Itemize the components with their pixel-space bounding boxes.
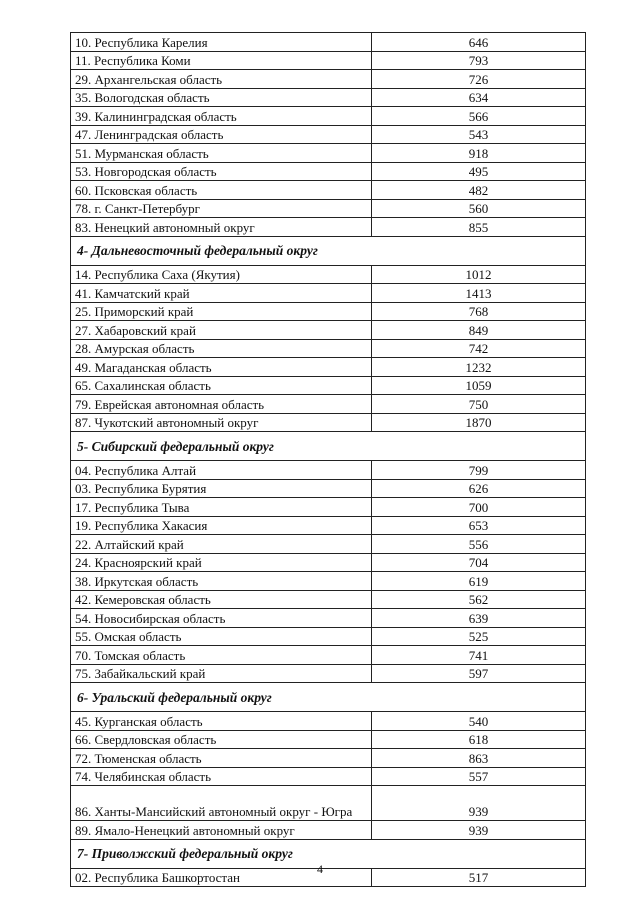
table-row xyxy=(71,590,586,609)
region-value: 562 xyxy=(372,590,586,609)
table-row xyxy=(71,516,586,535)
region-value: 726 xyxy=(372,70,586,89)
table-row xyxy=(71,181,586,200)
table-row xyxy=(71,395,586,414)
region-value: 566 xyxy=(372,107,586,126)
region-name: 66. Свердловская область xyxy=(71,730,372,749)
region-name: 39. Калининградская область xyxy=(71,107,372,126)
region-name: 60. Псковская область xyxy=(71,181,372,200)
region-value: 1413 xyxy=(372,284,586,303)
table-row xyxy=(71,51,586,70)
region-value: 768 xyxy=(372,302,586,321)
table-row xyxy=(71,730,586,749)
region-name: 87. Чукотский автономный округ xyxy=(71,413,372,432)
table-row xyxy=(71,199,586,218)
region-name: 49. Магаданская область xyxy=(71,358,372,377)
region-value: 700 xyxy=(372,498,586,517)
table-row xyxy=(71,302,586,321)
region-value: 525 xyxy=(372,627,586,646)
page-number: 4 xyxy=(317,862,323,876)
table-row xyxy=(71,88,586,107)
region-name: 14. Республика Саха (Якутия) xyxy=(71,265,372,284)
table-row xyxy=(71,413,586,432)
region-value: 1232 xyxy=(372,358,586,377)
table-row xyxy=(71,664,586,683)
region-name: 28. Амурская область xyxy=(71,339,372,358)
region-value: 543 xyxy=(372,125,586,144)
region-name: 79. Еврейская автономная область xyxy=(71,395,372,414)
region-value: 619 xyxy=(372,572,586,591)
region-value: 482 xyxy=(372,181,586,200)
table-row xyxy=(71,749,586,768)
table-row xyxy=(71,70,586,89)
region-value: 704 xyxy=(372,553,586,572)
table-row xyxy=(71,162,586,181)
regions-table-body xyxy=(71,33,586,887)
table-row xyxy=(71,376,586,395)
region-name: 38. Иркутская область xyxy=(71,572,372,591)
region-name: 03. Республика Бурятия xyxy=(71,479,372,498)
table-row xyxy=(71,646,586,665)
region-value: 626 xyxy=(372,479,586,498)
region-name: 45. Курганская область xyxy=(71,712,372,731)
table-row xyxy=(71,535,586,554)
table-row xyxy=(71,627,586,646)
region-value: 597 xyxy=(372,664,586,683)
region-name: 11. Республика Коми xyxy=(71,51,372,70)
region-name: 10. Республика Карелия xyxy=(71,33,372,52)
table-row xyxy=(71,498,586,517)
table-row xyxy=(71,144,586,163)
table-row xyxy=(71,712,586,731)
region-value: 1870 xyxy=(372,413,586,432)
table-row xyxy=(71,339,586,358)
region-name: 72. Тюменская область xyxy=(71,749,372,768)
section-title: 4- Дальневосточный федеральный округ xyxy=(71,236,586,265)
region-name: 86. Ханты-Мансийский автономный округ - Югра xyxy=(71,786,372,821)
region-name: 35. Вологодская область xyxy=(71,88,372,107)
region-value: 540 xyxy=(372,712,586,731)
region-name: 89. Ямало-Ненецкий автономный округ xyxy=(71,821,372,840)
region-value: 849 xyxy=(372,321,586,340)
region-value: 1012 xyxy=(372,265,586,284)
table-row xyxy=(71,107,586,126)
region-name: 65. Сахалинская область xyxy=(71,376,372,395)
region-name: 74. Челябинская область xyxy=(71,767,372,786)
region-name: 83. Ненецкий автономный округ xyxy=(71,218,372,237)
region-value: 863 xyxy=(372,749,586,768)
regions-table xyxy=(70,32,586,887)
region-value: 639 xyxy=(372,609,586,628)
region-value: 793 xyxy=(372,51,586,70)
region-name: 19. Республика Хакасия xyxy=(71,516,372,535)
region-value: 750 xyxy=(372,395,586,414)
region-name: 75. Забайкальский край xyxy=(71,664,372,683)
section-title: 6- Уральский федеральный округ xyxy=(71,683,586,712)
region-value: 918 xyxy=(372,144,586,163)
region-value: 634 xyxy=(372,88,586,107)
region-value: 618 xyxy=(372,730,586,749)
region-name: 53. Новгородская область xyxy=(71,162,372,181)
section-header-row xyxy=(71,236,586,265)
region-value: 517 xyxy=(372,868,586,887)
region-name: 42. Кемеровская область xyxy=(71,590,372,609)
region-value: 1059 xyxy=(372,376,586,395)
table-row xyxy=(71,461,586,480)
region-name: 25. Приморский край xyxy=(71,302,372,321)
region-value: 646 xyxy=(372,33,586,52)
region-name: 27. Хабаровский край xyxy=(71,321,372,340)
region-value: 556 xyxy=(372,535,586,554)
region-name: 78. г. Санкт-Петербург xyxy=(71,199,372,218)
region-value: 560 xyxy=(372,199,586,218)
table-row xyxy=(71,479,586,498)
region-name: 24. Красноярский край xyxy=(71,553,372,572)
table-row xyxy=(71,33,586,52)
table-row xyxy=(71,265,586,284)
table-row xyxy=(71,125,586,144)
table-row xyxy=(71,821,586,840)
table-row xyxy=(71,284,586,303)
section-title: 5- Сибирский федеральный округ xyxy=(71,432,586,461)
region-name: 41. Камчатский край xyxy=(71,284,372,303)
region-value: 939 xyxy=(372,786,586,821)
table-row xyxy=(71,321,586,340)
region-value: 741 xyxy=(372,646,586,665)
section-header-row xyxy=(71,683,586,712)
section-header-row xyxy=(71,432,586,461)
table-row xyxy=(71,218,586,237)
region-name: 47. Ленинградская область xyxy=(71,125,372,144)
region-value: 495 xyxy=(372,162,586,181)
region-name: 70. Томская область xyxy=(71,646,372,665)
region-value: 855 xyxy=(372,218,586,237)
region-name: 29. Архангельская область xyxy=(71,70,372,89)
region-value: 939 xyxy=(372,821,586,840)
table-row xyxy=(71,767,586,786)
table-row xyxy=(71,609,586,628)
region-name: 22. Алтайский край xyxy=(71,535,372,554)
region-name: 02. Республика Башкортостан xyxy=(71,868,372,887)
table-row xyxy=(71,553,586,572)
region-value: 653 xyxy=(372,516,586,535)
table-row xyxy=(71,358,586,377)
table-row xyxy=(71,786,586,821)
region-value: 799 xyxy=(372,461,586,480)
region-name: 55. Омская область xyxy=(71,627,372,646)
table-row xyxy=(71,572,586,591)
region-value: 557 xyxy=(372,767,586,786)
region-name: 51. Мурманская область xyxy=(71,144,372,163)
document-page xyxy=(70,32,586,887)
section-title: 7- Приволжский федеральный округ xyxy=(71,839,586,868)
region-name: 17. Республика Тыва xyxy=(71,498,372,517)
region-name: 04. Республика Алтай xyxy=(71,461,372,480)
region-value: 742 xyxy=(372,339,586,358)
region-name: 54. Новосибирская область xyxy=(71,609,372,628)
